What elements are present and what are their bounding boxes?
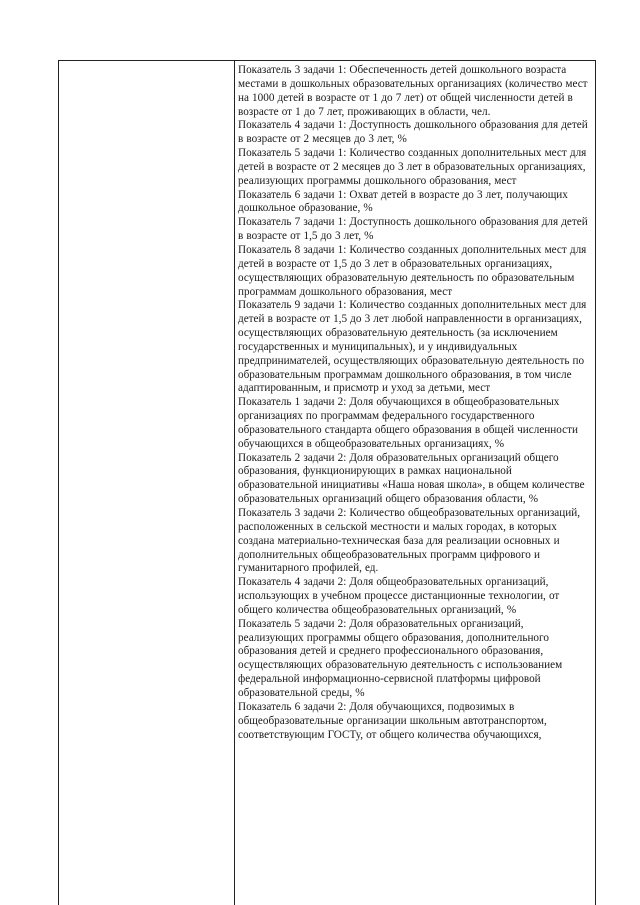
indicator-paragraph: Показатель 2 задачи 2: Доля образовательных организаций общего образования, функционирующих в рамках национальной образовательной инициативы «Наша новая школа», в общем количестве образовательных организаций общего образования области, % [238,451,585,506]
indicator-paragraph: Показатель 3 задачи 2: Количество общеобразовательных организаций, расположенных в сельской местности и малых городах, в которых создана материально-техническая база для реализации основных и дополнительных общеобразовательных программ цифрового и гуманитарного профилей, ед. [238,507,581,575]
indicator-paragraph: Показатель 3 задачи 1: Обеспеченность детей дошкольного возраста местами в дошкольных образовательных организациях (количество мест на 1000 детей в возрасте от 1 до 7 лет) от общей численности детей в возрасте от 1 до 7 лет, проживающих в области, чел. [238,64,588,118]
indicator-paragraph: Показатель 4 задачи 1: Доступность дошкольного образования для детей в возрасте от 2 месяцев до 3 лет, % [238,119,588,146]
indicator-paragraph: Показатель 7 задачи 1: Доступность дошкольного образования для детей в возрасте от 1,5 до 3 лет, % [238,216,588,243]
indicator-paragraph: Показатель 6 задачи 1: Охват детей в возрасте до 3 лет, получающих дошкольное образование, % [238,188,568,215]
indicator-paragraph: Показатель 8 задачи 1: Количество созданных дополнительных мест для детей в возрасте от 1,5 до 3 лет в образовательных организациях, осуществляющих образовательную деятельность по образовательным программам дошкольного образования, мест [238,243,587,298]
document-table [58,60,596,905]
indicator-paragraph: Показатель 1 задачи 2: Доля обучающихся в общеобразовательных организациях по программам федерального государственного образовательного стандарта общего образования в общей численности обучающихся в общеобразовательных организациях, % [238,396,578,450]
indicators-column-cell [235,61,595,905]
indicator-paragraph: Показатель 4 задачи 2: Доля общеобразовательных организаций, использующих в учебном процессе дистанционные технологии, от общего количества общеобразовательных организаций, % [238,576,560,616]
indicator-paragraph: Показатель 9 задачи 1: Количество созданных дополнительных мест для детей в возрасте от 1,5 до 3 лет любой направленности в организациях, осуществляющих образовательную деятельность (за исключением государственных и муниципальных), и у индивидуальных предпринимателей, осуществляющих образовательную деятельность по образовательным программам дошкольного образования, в том числе адаптированным, и присмотр и уход за детьми, мест [238,299,587,395]
left-column-cell [59,61,235,905]
indicator-paragraph: Показатель 5 задачи 2: Доля образовательных организаций, реализующих программы общего образования, дополнительного образования детей и среднего профессионального образования, осуществляющих образовательную деятельность с использованием федеральной информационно-сервисной платформы цифровой образовательной среды, % [238,617,563,699]
indicator-paragraph: Показатель 6 задачи 2: Доля обучающихся, подвозимых в общеобразовательные организации школьным автотранспортом, соответствующим ГОСТу, от общего количества обучающихся, [238,700,547,741]
indicator-paragraph: Показатель 5 задачи 1: Количество созданных дополнительных мест для детей в возрасте от 2 месяцев до 3 лет в образовательных организациях, реализующих программы дошкольного образования, мест [238,147,587,187]
